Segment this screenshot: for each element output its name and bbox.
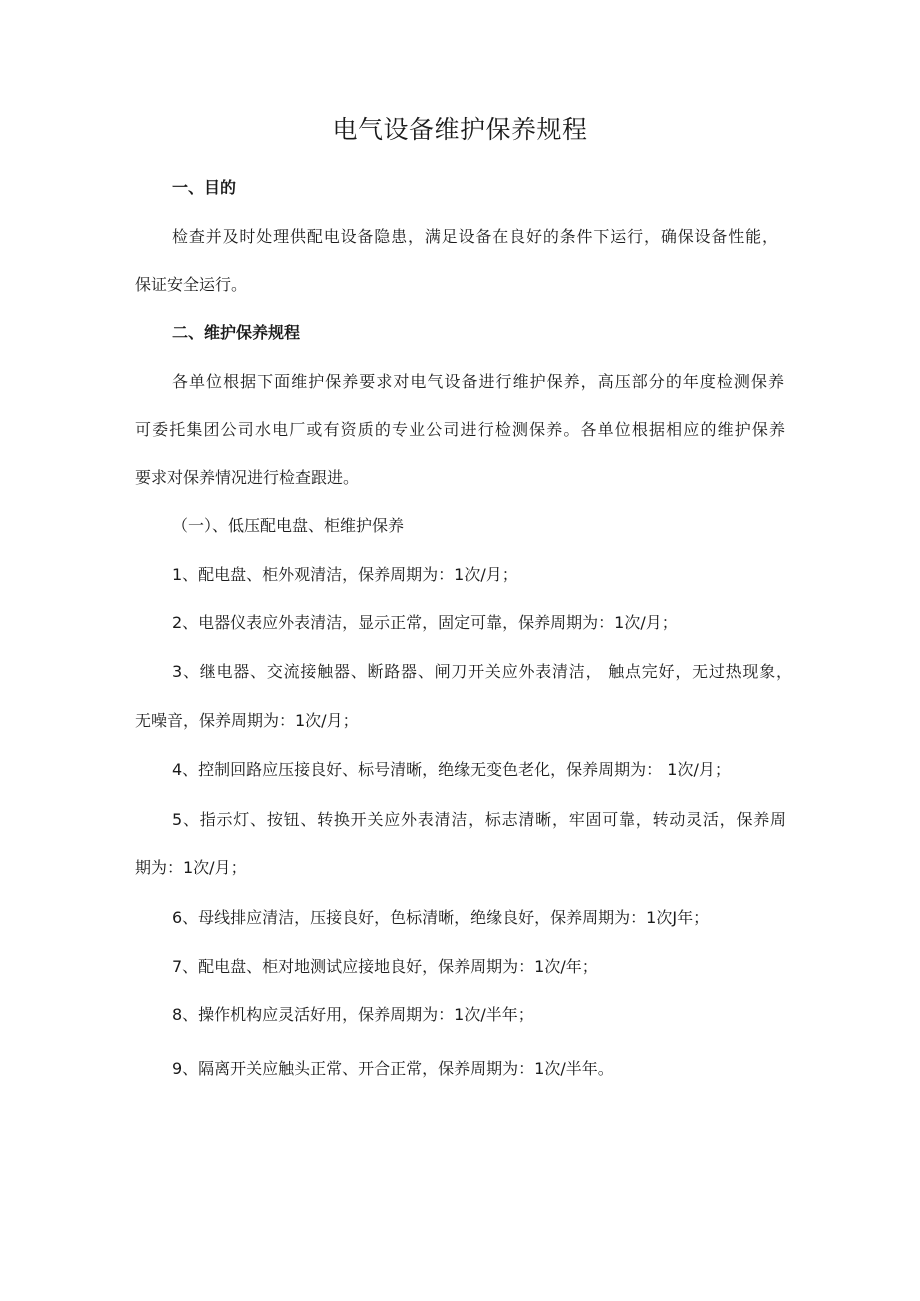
paragraph-line: 检查并及时处理供配电设备隐患，满足设备在良好的条件下运行，确保设备性能，: [172, 227, 778, 246]
section-heading-rules: 二、维护保养规程: [172, 323, 301, 342]
list-item: 9、隔离开关应触头正常、开合正常，保养周期为：1次/半年。: [172, 1059, 614, 1078]
list-item: 2、电器仪表应外表清洁，显示正常，固定可靠，保养周期为：1次/月；: [172, 613, 678, 632]
section-heading-purpose: 一、目的: [172, 178, 237, 197]
list-item: 7、配电盘、柜对地测试应接地良好，保养周期为：1次/年；: [172, 957, 598, 976]
document-title: 电气设备维护保养规程: [332, 115, 588, 144]
list-item: 3、继电器、交流接触器、断路器、闸刀开关应外表清洁， 触点完好，无过热现象，: [172, 662, 792, 681]
subsection-heading: （一）、低压配电盘、柜维护保养: [172, 516, 405, 535]
list-item: 1、配电盘、柜外观清洁，保养周期为：1次/月；: [172, 565, 518, 584]
list-item: 6、母线排应清洁，压接良好，色标清晰，绝缘良好，保养周期为：1次J年；: [172, 908, 710, 927]
paragraph-line: 可委托集团公司水电厂或有资质的专业公司进行检测保养。各单位根据相应的维护保养: [135, 420, 785, 439]
list-item: 5、指示灯、按钮、转换开关应外表清洁，标志清晰，牢固可靠，转动灵活，保养周: [172, 810, 786, 829]
paragraph-line: 要求对保养情况进行检查跟进。: [135, 468, 360, 487]
paragraph-line: 各单位根据下面维护保养要求对电气设备进行维护保养，高压部分的年度检测保养: [172, 372, 784, 391]
list-item-continuation: 无噪音，保养周期为：1次/月；: [135, 711, 359, 730]
list-item: 4、控制回路应压接良好、标号清晰，绝缘无变色老化，保养周期为： 1次/月；: [172, 760, 731, 779]
list-item-continuation: 期为：1次/月；: [135, 858, 247, 877]
paragraph-line: 保证安全运行。: [135, 275, 248, 294]
list-item: 8、操作机构应灵活好用，保养周期为：1次/半年；: [172, 1005, 534, 1024]
